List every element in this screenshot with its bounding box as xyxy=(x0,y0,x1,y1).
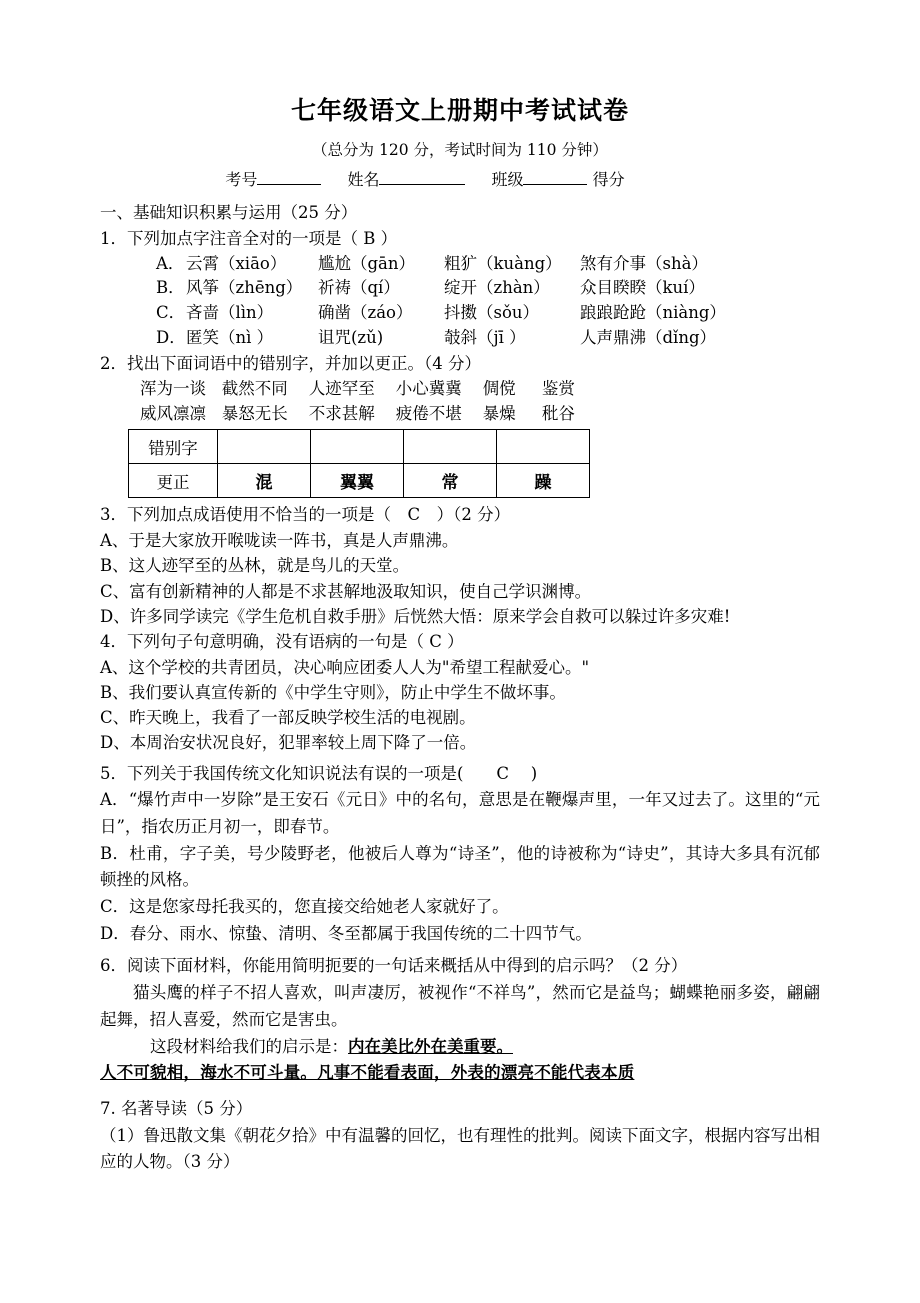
question-4-option-d: D、本周治安状况良好，犯罪率较上周下降了一倍。 xyxy=(100,732,477,752)
question-6-stem: 6．阅读下面材料，你能用简明扼要的一句话来概括从中得到的启示吗？（2 分） xyxy=(100,956,688,976)
exam-no-blank[interactable] xyxy=(257,184,321,185)
wrong-char-cell-2[interactable] xyxy=(311,430,404,464)
option-col-3: 抖擞（sǒu） xyxy=(444,303,540,323)
correction-cell-1[interactable]: 混 xyxy=(218,464,311,498)
wrong-char-cell-4[interactable] xyxy=(497,430,590,464)
student-info-line xyxy=(100,169,820,191)
option-col-1: 匿笑（nì ） xyxy=(186,327,274,347)
option-label: D． xyxy=(156,327,186,347)
score-label: 得分 xyxy=(592,170,625,190)
question-1-option-d xyxy=(100,326,820,351)
row-header-wrong-chars: 错别字 xyxy=(129,430,218,464)
question-4-stem: 4．下列句子句意明确，没有语病的一句是（ C ） xyxy=(100,631,464,651)
class-blank[interactable] xyxy=(523,184,587,185)
option-col-1: 吝啬（lìn） xyxy=(186,303,274,323)
option-col-2: 尴尬（gān） xyxy=(318,253,416,273)
wrong-char-cell-3[interactable] xyxy=(404,430,497,464)
question-6-answer-line xyxy=(100,1034,820,1061)
exam-subtitle: （总分为 120 分，考试时间为 110 分钟） xyxy=(312,141,608,159)
question-5-option-a: A．“爆竹声中一岁除”是王安石《元日》中的名句，意思是在鞭爆声里，一年又过去了。这里的“元日”，指农历正月初一，即春节。 xyxy=(100,790,820,836)
question-3-option-a: A、于是大家放开喉咙读一阵书，真是人声鼎沸。 xyxy=(100,531,459,551)
question-5-option-c: C．这是您家母托我买的，您直接交给她老人家就好了。 xyxy=(100,897,509,916)
question-2-words-line-2: 威风凛凛 暴怒无长 不求甚解 疲倦不堪 暴燥 秕谷 xyxy=(140,403,575,423)
question-5-option-d: D．春分、雨水、惊蛰、清明、冬至都属于我国传统的二十四节气。 xyxy=(100,923,592,943)
option-col-4: 人声鼎沸（dǐng） xyxy=(580,327,717,347)
question-1-option-b xyxy=(100,276,820,301)
question-2-stem: 2．找出下面词语中的错别字，并加以更正。（4 分） xyxy=(100,353,481,373)
question-7-stem: 7. 名著导读（5 分） xyxy=(100,1099,253,1119)
option-col-4: 众目睽睽（kuí） xyxy=(580,278,705,298)
question-1-stem: 1．下列加点字注音全对的一项是（ B ） xyxy=(100,228,398,248)
option-col-2: 诅咒(zǔ) xyxy=(318,327,384,347)
option-col-2: 确凿（záo） xyxy=(318,303,413,323)
option-label: A． xyxy=(156,253,185,273)
question-3-option-b: B、这人迹罕至的丛林，就是鸟儿的天堂。 xyxy=(100,556,410,576)
option-col-1: 云霄（xiāo） xyxy=(186,253,287,273)
page-title: 七年级语文上册期中考试试卷 xyxy=(290,96,629,125)
question-4-option-b: B、我们要认真宣传新的《中学生守则》，防止中学生不做坏事。 xyxy=(100,682,566,702)
option-col-4: 煞有介事（shà） xyxy=(580,253,708,273)
section-one-heading: 一、基础知识积累与运用（25 分） xyxy=(100,202,358,222)
answer-text[interactable]: 内在美比外在美重要。 xyxy=(348,1036,513,1056)
class-label: 班级 xyxy=(491,170,524,190)
row-header-corrections: 更正 xyxy=(129,464,218,498)
correction-cell-2[interactable]: 翼翼 xyxy=(311,464,404,498)
exam-no-label: 考号 xyxy=(225,170,258,190)
question-5-stem: 5．下列关于我国传统文化知识说法有误的一项是( C ) xyxy=(100,764,538,784)
table-row-corrections xyxy=(129,464,590,498)
name-blank[interactable] xyxy=(379,184,465,185)
option-col-1: 风筝（zhēng） xyxy=(186,278,303,298)
option-label: B． xyxy=(156,278,185,298)
option-col-4: 踉踉跄跄（niàng） xyxy=(580,303,726,323)
answer-lead-text: 这段材料给我们的启示是： xyxy=(150,1036,348,1056)
question-2-answer-table xyxy=(128,429,590,498)
option-col-3: 攲斜（jī ） xyxy=(444,327,526,347)
question-6-material: 猫头鹰的样子不招人喜欢，叫声凄厉，被视作“不祥鸟”，然而它是益鸟；蝴蝶艳丽多姿，翩翩起舞，招人喜爱，然而它是害虫。 xyxy=(100,983,820,1029)
question-3-stem: 3．下列加点成语使用不恰当的一项是（ C ）（2 分） xyxy=(100,505,511,525)
question-4-option-c: C、昨天晚上，我看了一部反映学校生活的电视剧。 xyxy=(100,707,476,727)
question-1-option-c xyxy=(100,301,820,326)
question-6-answer-line-2[interactable]: 人不可貌相，海水不可斗量。凡事不能看表面，外表的漂亮不能代表本质 xyxy=(100,1063,635,1083)
question-4-option-a: A、这个学校的共青团员，决心响应团委人人为"希望工程献爱心。" xyxy=(100,657,590,677)
question-7-sub-1: （1）鲁迅散文集《朝花夕拾》中有温馨的回忆，也有理性的批判。阅读下面文字，根据内容写出相应的人物。（3 分） xyxy=(100,1125,820,1172)
question-3-option-d: D、许多同学读完《学生危机自救手册》后恍然大悟：原来学会自救可以躲过许多灾难! xyxy=(100,606,731,626)
name-label: 姓名 xyxy=(347,170,380,190)
option-label: C． xyxy=(156,303,186,323)
correction-cell-3[interactable]: 常 xyxy=(404,464,497,498)
question-2-words-line-1: 浑为一谈 截然不同 人迹罕至 小心冀冀 倜傥 鉴赏 xyxy=(140,378,575,398)
option-col-2: 祈祷（qí） xyxy=(318,278,400,298)
table-row-wrong-chars xyxy=(129,430,590,464)
correction-cell-4[interactable]: 躁 xyxy=(497,464,590,498)
question-5-option-b: B．杜甫，字子美，号少陵野老，他被后人尊为“诗圣”，他的诗被称为“诗史”，其诗大多具有沉郁顿挫的风格。 xyxy=(100,843,820,890)
question-3-option-c: C、富有创新精神的人都是不求甚解地汲取知识，使自己学识渊博。 xyxy=(100,581,592,601)
question-1-option-a xyxy=(100,252,820,277)
option-col-3: 粗犷（kuàng） xyxy=(444,253,562,273)
option-col-3: 绽开（zhàn） xyxy=(444,278,550,298)
wrong-char-cell-1[interactable] xyxy=(218,430,311,464)
